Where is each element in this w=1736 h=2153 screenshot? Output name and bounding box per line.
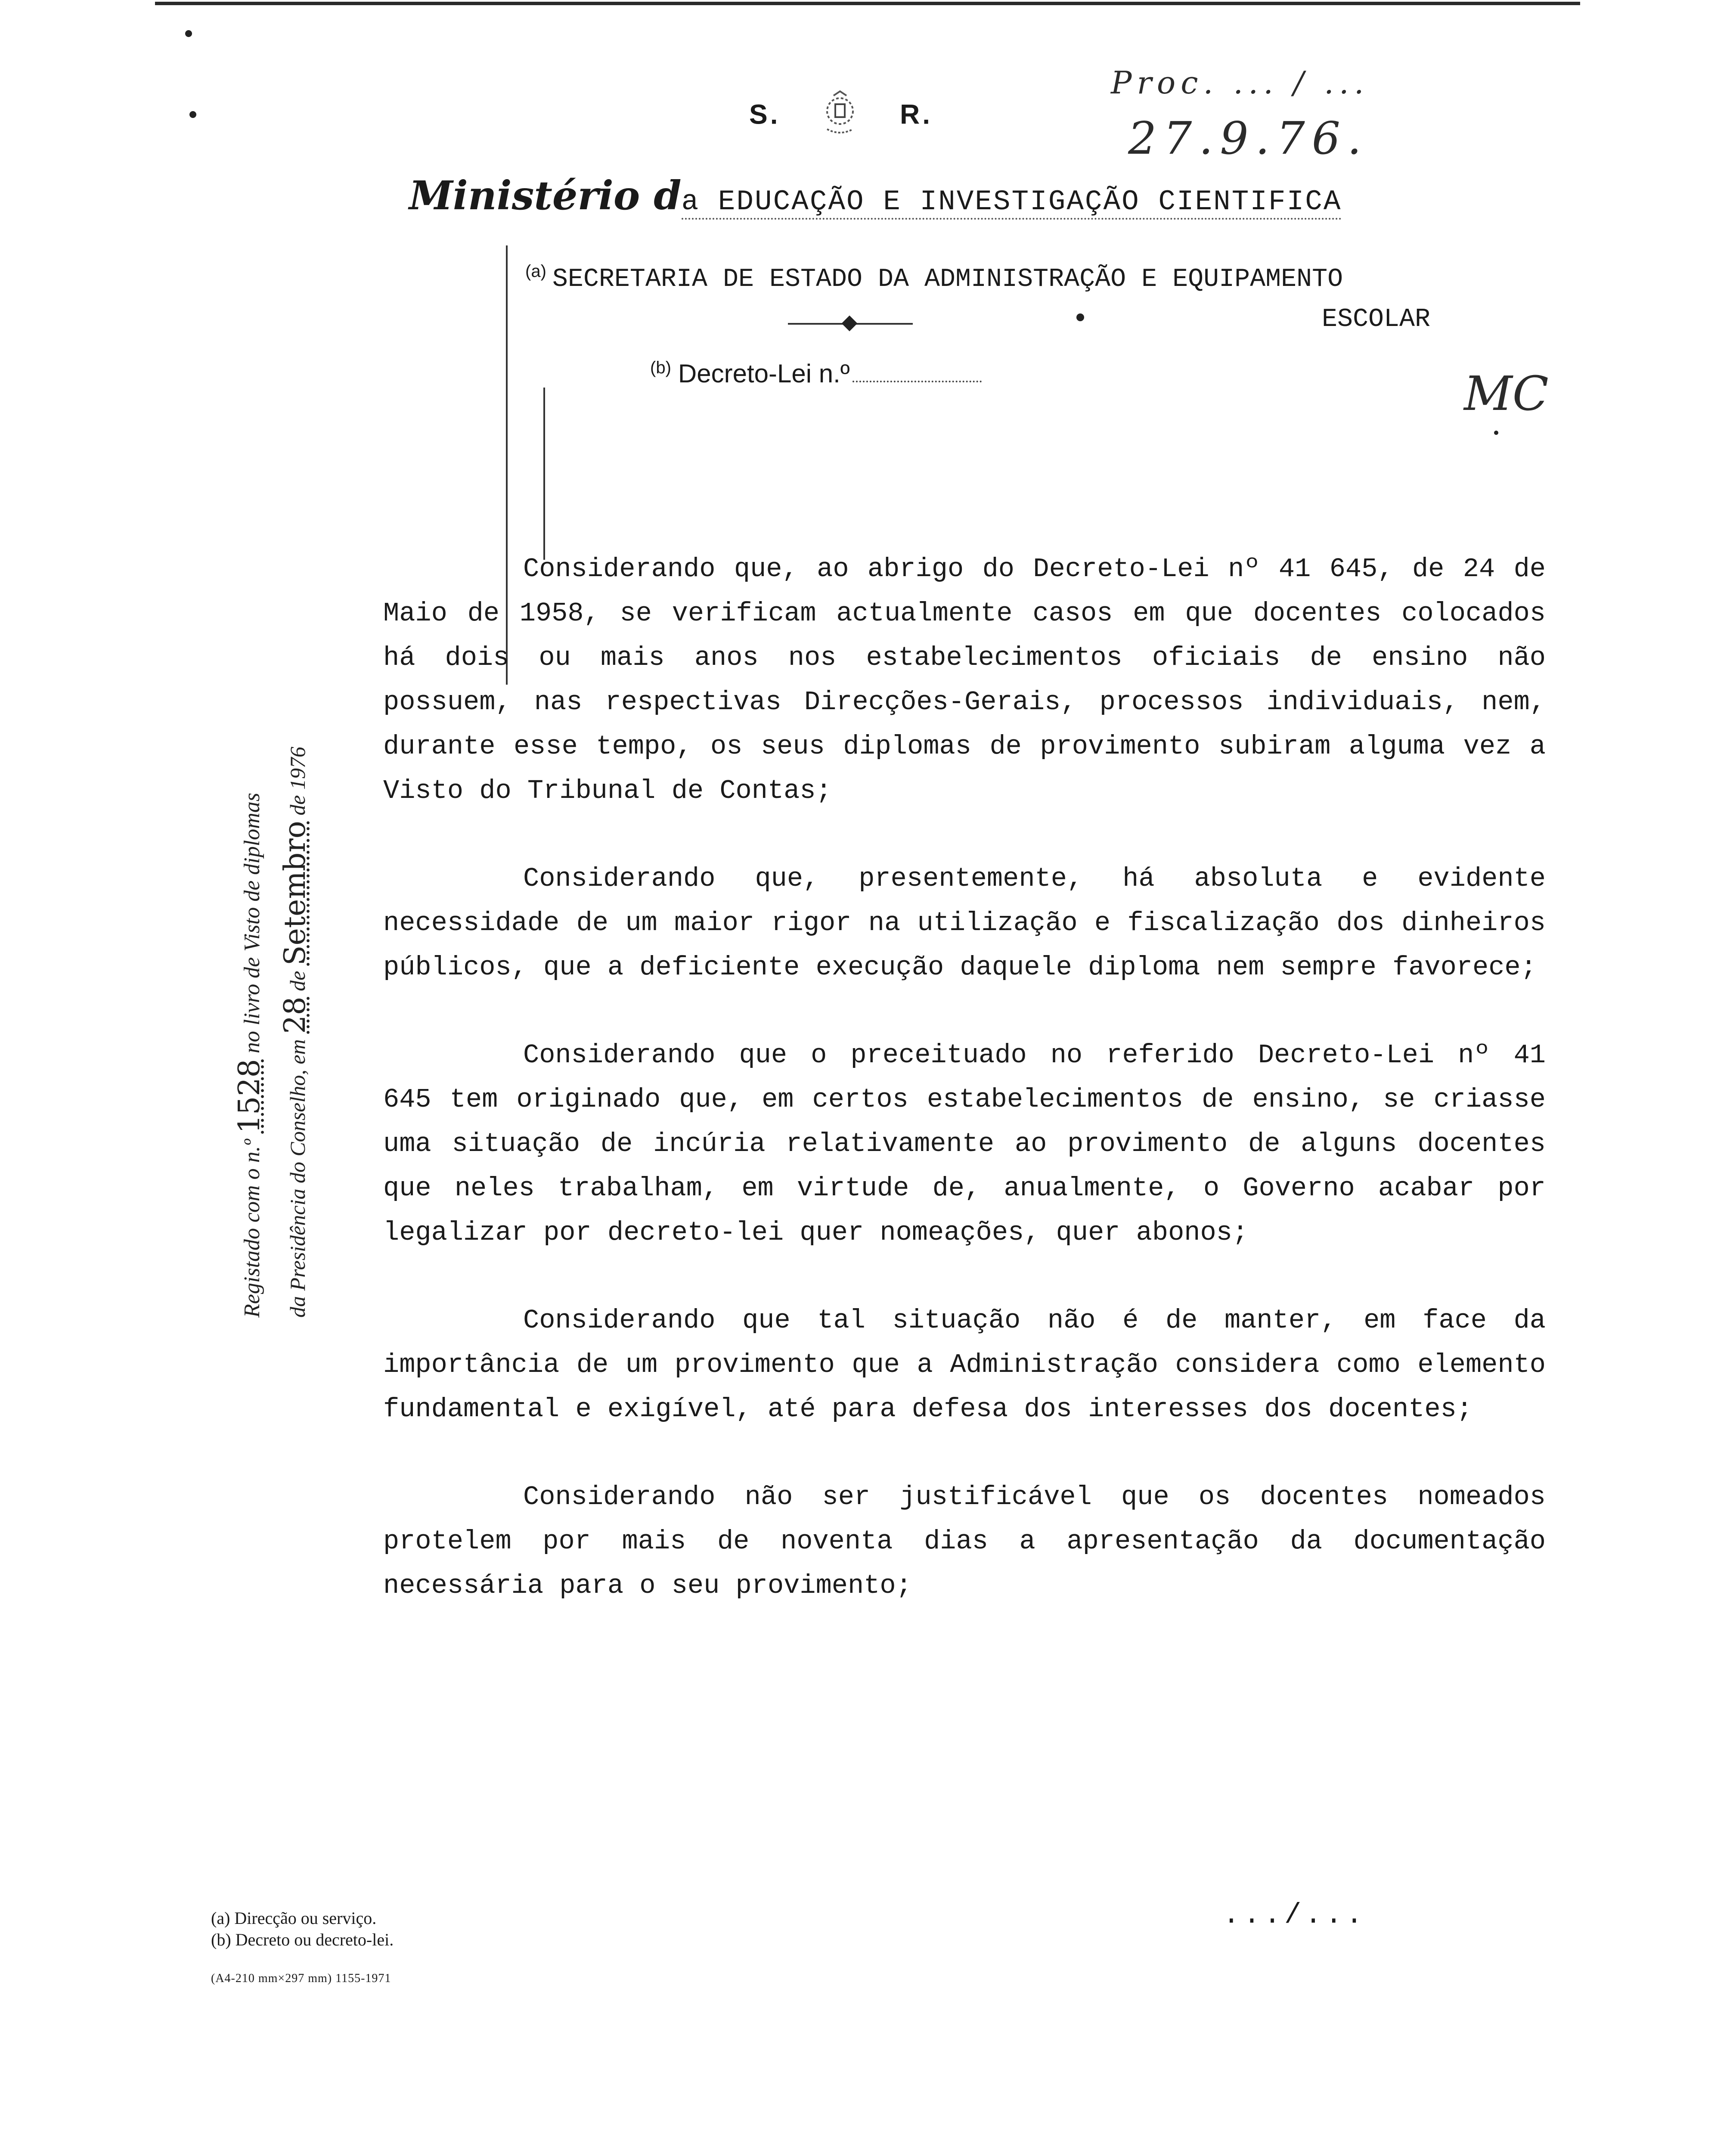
department-line1: SECRETARIA DE ESTADO DA ADMINISTRAÇÃO E EQUIPAMENTO (552, 265, 1343, 294)
paragraph-5: Considerando não ser justificável que os docentes nomeados protelem por mais de noventa dias a apresentação da documentação necessária para o seu provimento; (383, 1482, 1546, 1601)
department-heading (525, 262, 1343, 294)
seal-letter-left: S. (749, 99, 781, 130)
paragraph-2: Considerando que, presentemente, há absoluta e evidente necessidade de um maior rigor na utilização e fiscalização dos dinheiros públicos, que a deficiente execução daquele diploma nem sempre favorece; (383, 863, 1546, 983)
margin-dot (1494, 431, 1498, 435)
registration-text: Registado com o n.º (240, 1139, 264, 1318)
registration-day: 28 (278, 996, 312, 1034)
paragraph-1: Considerando que, ao abrigo do Decreto-Lei nº 41 645, de 24 de Maio de 1958, se verificam actualmente casos em que docentes colocados há dois ou mais anos nos estabelecimentos oficiais de ensino não possuem, nas respectivas Direcções-Gerais, processos individuais, nem, durante esse tempo, os seus diplomas de provimento subiram alguma vez a Visto do Tribunal de Contas; (383, 554, 1546, 806)
top-border-line (155, 2, 1580, 5)
department-line2: ESCOLAR (1322, 305, 1431, 334)
registration-month: Setembro (278, 821, 312, 966)
coat-of-arms-icon (816, 90, 864, 143)
registration-text: no livro de Visto de diplomas (240, 793, 264, 1054)
paper-format-note: (A4-210 mm×297 mm) 1155-1971 (211, 1972, 391, 1985)
registration-margin-note (228, 0, 319, 1318)
registration-text: de 1976 (285, 747, 310, 816)
ministry-prefix: Ministério d (409, 172, 682, 219)
margin-vertical-line (543, 388, 545, 560)
handwritten-date: 27.9.76. (1128, 112, 1369, 164)
ministry-heading (409, 172, 1342, 219)
paragraph-4: Considerando que tal situação não é de manter, em face da importância de um provimento que a Administração considera como elemento fundamental e exigível, até para defesa dos interesses dos docentes; (383, 1305, 1546, 1424)
paragraph-3: Considerando que o preceituado no referido Decreto-Lei nº 41 645 tem originado que, em certos estabelecimentos de ensino, se criasse uma situação de incúria relativamente ao provimento de alguns docentes que neles trabalham, em virtude de, anualmente, o Governo acabar por legalizar por decreto-lei quer nomeações, quer abonos; (383, 1040, 1546, 1248)
decree-number-field (650, 358, 982, 388)
footnote-b: (b) Decreto ou decreto-lei. (211, 1930, 394, 1949)
margin-dot (185, 30, 192, 37)
registration-line-1 (228, 0, 274, 1318)
decree-number-blank (852, 381, 982, 382)
seal-letter-right: R. (900, 99, 933, 130)
state-seal (749, 90, 933, 143)
continuation-mark: .../... (1223, 1899, 1367, 1931)
footnotes (211, 1908, 394, 1989)
decree-label: Decreto-Lei n.º (678, 359, 850, 388)
handwritten-reference-top: Proc. ... / ... (1111, 65, 1369, 101)
bullet-dot (1076, 313, 1084, 321)
footnote-a: (a) Direcção ou serviço. (211, 1908, 377, 1928)
registration-line-2 (274, 0, 319, 1318)
document-body (383, 547, 1546, 1651)
registration-text: da Presidência do Conselho, em (285, 1039, 310, 1318)
decree-tag: (b) (650, 358, 671, 377)
registration-text: de (285, 971, 310, 991)
registration-number: 1528 (232, 1059, 267, 1134)
ministry-name: a EDUCAÇÃO E INVESTIGAÇÃO CIENTIFICA (682, 186, 1342, 220)
margin-dot (189, 111, 196, 118)
separator-diamond (842, 316, 858, 332)
department-tag: (a) (525, 262, 546, 281)
handwritten-initials: MC (1464, 366, 1549, 421)
